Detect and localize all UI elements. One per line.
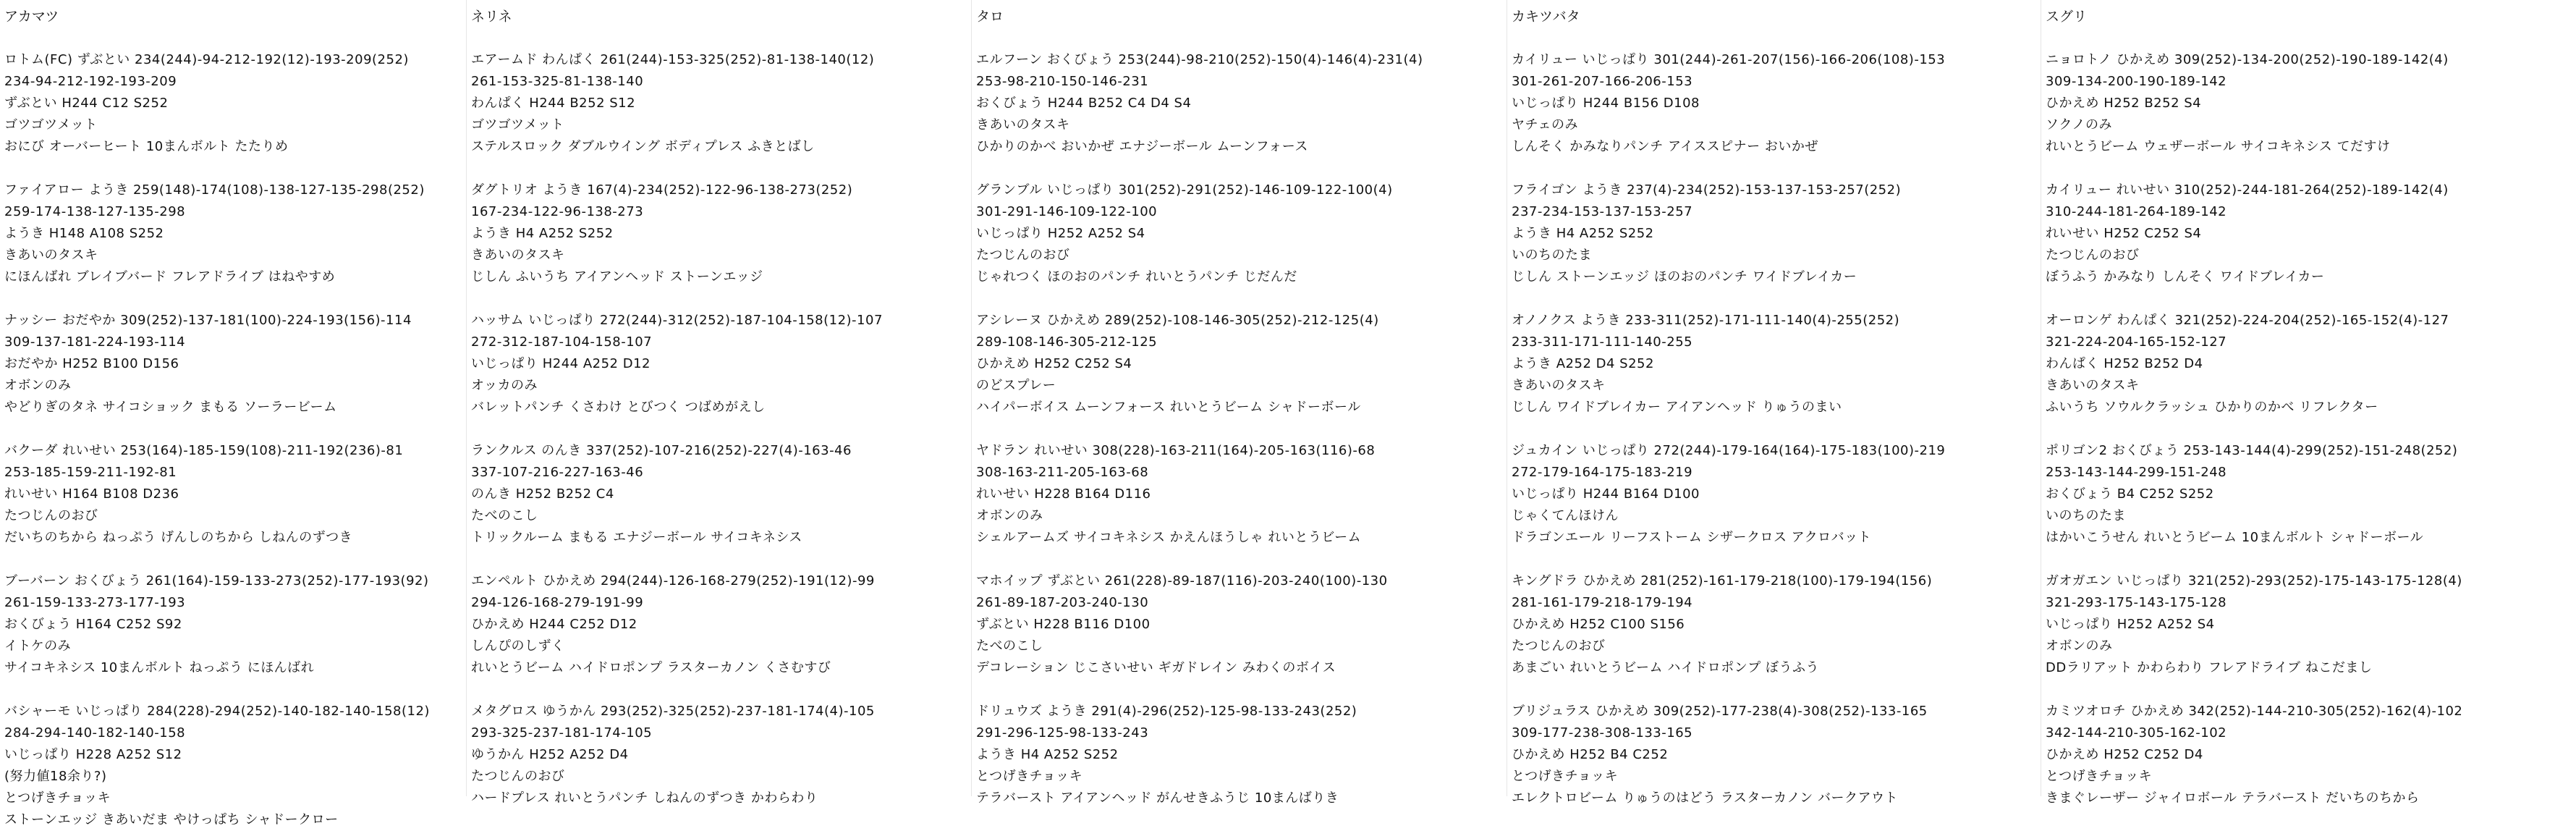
entry-line: しんそく かみなりパンチ アイススピナー おいかぜ xyxy=(1512,139,1818,154)
pokemon-stats-line: ジュカイン いじっぱり 272(244)-179-164(164)-175-183(100)-219 xyxy=(1512,443,1946,458)
entry-line: オボンのみ xyxy=(2046,638,2113,654)
entry-line: きあいのタスキ xyxy=(976,117,1070,132)
entry-line: のどスプレー xyxy=(976,378,1056,393)
entry-line: ひかりのかべ おいかぜ エナジーボール ムーンフォース xyxy=(976,139,1308,154)
entry-line: 261-153-325-81-138-140 xyxy=(471,74,644,89)
entry-line: いじっぱり H244 A252 D12 xyxy=(471,356,651,371)
entry-line: 301-291-146-109-122-100 xyxy=(976,204,1158,219)
pokemon-stats-line: カミツオロチ ひかえめ 342(252)-144-210-305(252)-162(4)-102 xyxy=(2046,704,2463,719)
entry-line: おだやか H252 B100 D156 xyxy=(4,356,179,371)
trainer-name: アカマツ xyxy=(4,9,59,25)
pokemon-entry xyxy=(471,701,971,809)
entry-line: きあいのタスキ xyxy=(471,248,565,263)
trainer-name: タロ xyxy=(976,9,1004,25)
entry-line: ゴツゴツメット xyxy=(471,117,564,132)
entry-line: のんき H252 B252 C4 xyxy=(471,486,614,502)
pokemon-entry xyxy=(471,49,971,158)
column-akamatsu xyxy=(0,0,466,827)
entry-line: 321-293-175-143-175-128 xyxy=(2046,595,2227,610)
pokemon-entry xyxy=(1512,440,2041,549)
entry-line: いじっぱり H252 A252 S4 xyxy=(976,226,1145,241)
pokemon-stats-line: バシャーモ いじっぱり 284(228)-294(252)-140-182-140-158(12) xyxy=(4,704,430,719)
entry-line: ようき H148 A108 S252 xyxy=(4,226,164,241)
pokemon-entry xyxy=(4,701,466,831)
pokemon-stats-line: アシレーヌ ひかえめ 289(252)-108-146-305(252)-212-125(4) xyxy=(976,313,1379,328)
pokemon-entry xyxy=(976,310,1507,418)
entry-line: ぼうふう かみなり しんそく ワイドブレイカー xyxy=(2046,269,2325,284)
pokemon-entry xyxy=(1512,570,2041,679)
entry-line: いじっぱり H228 A252 S12 xyxy=(4,747,182,762)
entry-line: ゆうかん H252 A252 D4 xyxy=(471,747,629,762)
pokemon-stats-line: ヤドラン れいせい 308(228)-163-211(164)-205-163(116)-68 xyxy=(976,443,1376,458)
pokemon-stats-line: マホイップ ずぶとい 261(228)-89-187(116)-203-240(100)-130 xyxy=(976,573,1388,589)
entry-line: ひかえめ H252 C252 S4 xyxy=(976,356,1132,371)
entry-line: とつげきチョッキ xyxy=(4,790,111,806)
pokemon-entry xyxy=(2046,180,2576,288)
pokemon-entry xyxy=(471,180,971,288)
entry-line: 253-143-144-299-151-248 xyxy=(2046,465,2227,480)
pokemon-stats-line: ニョロトノ ひかえめ 309(252)-134-200(252)-190-189-142(4) xyxy=(2046,52,2449,67)
entry-line: きまぐレーザー ジャイロボール テラバースト だいちのちから xyxy=(2046,790,2420,806)
entry-line: おくびょう H244 B252 C4 D4 S4 xyxy=(976,96,1192,111)
pokemon-entry xyxy=(2046,49,2576,158)
entry-line: たつじんのおび xyxy=(1512,638,1606,654)
entry-line: いのちのたま xyxy=(2046,508,2126,523)
entry-line: ようき H4 A252 S252 xyxy=(471,226,614,241)
entry-line: オボンのみ xyxy=(4,378,72,393)
pokemon-stats-line: エルフーン おくびょう 253(244)-98-210(252)-150(4)-146(4)-231(4) xyxy=(976,52,1423,67)
entry-line: ようき H4 A252 S252 xyxy=(1512,226,1654,241)
pokemon-stats-line: ダグトリオ ようき 167(4)-234(252)-122-96-138-273(252) xyxy=(471,182,853,198)
column-suguri xyxy=(2041,0,2576,806)
pokemon-entry xyxy=(2046,440,2576,549)
spacer xyxy=(976,28,1507,49)
entry-line: 321-224-204-165-152-127 xyxy=(2046,334,2227,350)
pokemon-stats-line: ブーバーン おくびょう 261(164)-159-133-273(252)-177-193(92) xyxy=(4,573,429,589)
entry-line: 253-98-210-150-146-231 xyxy=(976,74,1149,89)
pokemon-entry xyxy=(4,180,466,288)
pokemon-entry xyxy=(2046,701,2576,809)
pokemon-stats-line: ポリゴン2 おくびょう 253-143-144(4)-299(252)-151-248(252) xyxy=(2046,443,2458,458)
entry-line: 284-294-140-182-140-158 xyxy=(4,725,186,741)
entry-line: ひかえめ H252 C100 S156 xyxy=(1512,617,1685,632)
entry-line: ずぶとい H244 C12 S252 xyxy=(4,96,169,111)
entry-line: (努力値18余り?) xyxy=(4,769,107,784)
entry-line: とつげきチョッキ xyxy=(1512,769,1619,784)
entry-line: オッカのみ xyxy=(471,378,538,393)
entry-line: ひかえめ H252 C252 D4 xyxy=(2046,747,2203,762)
entry-line: わんぱく H252 B252 D4 xyxy=(2046,356,2203,371)
entry-line: じしん ワイドブレイカー アイアンヘッド りゅうのまい xyxy=(1512,400,1842,415)
entry-line: 337-107-216-227-163-46 xyxy=(471,465,644,480)
pokemon-entry xyxy=(1512,310,2041,418)
entry-line: ゴツゴツメット xyxy=(4,117,98,132)
entry-line: 309-177-238-308-133-165 xyxy=(1512,725,1693,741)
pokemon-stats-line: エアームド わんぱく 261(244)-153-325(252)-81-138-140(12) xyxy=(471,52,875,67)
entry-line: 294-126-168-279-191-99 xyxy=(471,595,644,610)
entry-line: おくびょう B4 C252 S252 xyxy=(2046,486,2214,502)
pokemon-stats-line: ナッシー おだやか 309(252)-137-181(100)-224-193(156)-114 xyxy=(4,313,412,328)
pokemon-stats-line: カイリュー れいせい 310(252)-244-181-264(252)-189-142(4) xyxy=(2046,182,2449,198)
pokemon-stats-line: オーロンゲ わんぱく 321(252)-224-204(252)-165-152(4)-127 xyxy=(2046,313,2449,328)
pokemon-entry xyxy=(976,570,1507,679)
pokemon-stats-line: メタグロス ゆうかん 293(252)-325(252)-237-181-174(4)-105 xyxy=(471,704,875,719)
pokemon-entry xyxy=(976,49,1507,158)
entry-line: オボンのみ xyxy=(976,508,1043,523)
entry-line: ハードプレス れいとうパンチ しねんのずつき かわらわり xyxy=(471,790,818,806)
entry-line: だいちのちから ねっぷう げんしのちから しねんのずつき xyxy=(4,530,353,545)
entry-line: ストーンエッジ きあいだま やけっぱち シャドークロー xyxy=(4,812,339,827)
pokemon-stats-line: キングドラ ひかえめ 281(252)-161-179-218(100)-179-194(156) xyxy=(1512,573,1933,589)
trainer-name: スグリ xyxy=(2046,9,2088,25)
entry-line: ようき H4 A252 S252 xyxy=(976,747,1119,762)
pokemon-entry xyxy=(976,440,1507,549)
pokemon-stats-line: ランクルス のんき 337(252)-107-216(252)-227(4)-163-46 xyxy=(471,443,852,458)
entry-line: 261-159-133-273-177-193 xyxy=(4,595,186,610)
entry-line: ひかえめ H252 B252 S4 xyxy=(2046,96,2202,111)
entry-line: いのちのたま xyxy=(1512,248,1592,263)
entry-line: 293-325-237-181-174-105 xyxy=(471,725,653,741)
pokemon-entry xyxy=(1512,180,2041,288)
pokemon-entry xyxy=(471,570,971,679)
entry-line: 309-137-181-224-193-114 xyxy=(4,334,186,350)
entry-line: しんぴのしずく xyxy=(471,638,565,654)
pokemon-entry xyxy=(4,570,466,679)
entry-line: 291-296-125-98-133-243 xyxy=(976,725,1149,741)
column-taro xyxy=(971,0,1507,806)
entry-line: 237-234-153-137-153-257 xyxy=(1512,204,1693,219)
pokemon-stats-line: ブリジュラス ひかえめ 309(252)-177-238(4)-308(252)-133-165 xyxy=(1512,704,1928,719)
pokemon-stats-line: フライゴン ようき 237(4)-234(252)-153-137-153-257(252) xyxy=(1512,182,1902,198)
entry-line: ソクノのみ xyxy=(2046,117,2112,132)
pokemon-entry xyxy=(2046,310,2576,418)
entry-line: れいせい H252 C252 S4 xyxy=(2046,226,2202,241)
entry-line: にほんばれ ブレイブバード フレアドライブ はねやすめ xyxy=(4,269,336,284)
entry-line: おにび オーバーヒート 10まんボルト たたりめ xyxy=(4,139,289,154)
entry-line: 259-174-138-127-135-298 xyxy=(4,204,186,219)
entry-line: たつじんのおび xyxy=(976,248,1070,263)
entry-line: サイコキネシス 10まんボルト ねっぷう にほんばれ xyxy=(4,660,315,675)
entry-line: ふいうち ソウルクラッシュ ひかりのかべ リフレクター xyxy=(2046,400,2378,415)
pokemon-entry xyxy=(471,440,971,549)
entry-line: たつじんのおび xyxy=(4,508,98,523)
entry-line: じゃれつく ほのおのパンチ れいとうパンチ じだんだ xyxy=(976,269,1297,284)
pokemon-entry xyxy=(471,310,971,418)
pokemon-stats-line: ドリュウズ ようき 291(4)-296(252)-125-98-133-243(252) xyxy=(976,704,1357,719)
entry-line: 310-244-181-264-189-142 xyxy=(2046,204,2227,219)
pokemon-stats-line: エンペルト ひかえめ 294(244)-126-168-279(252)-191(12)-99 xyxy=(471,573,875,589)
entry-line: 309-134-200-190-189-142 xyxy=(2046,74,2227,89)
entry-line: きあいのタスキ xyxy=(2046,378,2140,393)
entry-line: ハイパーボイス ムーンフォース れいとうビーム シャドーボール xyxy=(976,400,1361,415)
entry-line: 234-94-212-192-193-209 xyxy=(4,74,177,89)
entry-line: デコレーション じこさいせい ギガドレイン みわくのボイス xyxy=(976,660,1336,675)
spacer xyxy=(4,28,466,49)
entry-line: はかいこうせん れいとうビーム 10まんボルト シャドーボール xyxy=(2046,530,2424,545)
entry-line: きあいのタスキ xyxy=(1512,378,1606,393)
pokemon-entry xyxy=(1512,49,2041,158)
pokemon-stats-line: ハッサム いじっぱり 272(244)-312(252)-187-104-158(12)-107 xyxy=(471,313,883,328)
entry-line: やどりぎのタネ サイコショック まもる ソーラービーム xyxy=(4,400,337,415)
entry-line: エレクトロビーム りゅうのはどう ラスターカノン バークアウト xyxy=(1512,790,1898,806)
entry-line: あまごい れいとうビーム ハイドロポンプ ぼうふう xyxy=(1512,660,1819,675)
entry-line: ステルスロック ダブルウイング ボディプレス ふきとばし xyxy=(471,139,815,154)
pokemon-entry xyxy=(4,49,466,158)
pokemon-entry xyxy=(4,310,466,418)
entry-line: 289-108-146-305-212-125 xyxy=(976,334,1158,350)
column-kakitsubata xyxy=(1507,0,2041,806)
entry-line: シェルアームズ サイコキネシス かえんほうしゃ れいとうビーム xyxy=(976,530,1362,545)
entry-line: DDラリアット かわらわり フレアドライブ ねこだまし xyxy=(2046,660,2373,675)
entry-line: 342-144-210-305-162-102 xyxy=(2046,725,2227,741)
entry-line: とつげきチョッキ xyxy=(976,769,1083,784)
entry-line: たべのこし xyxy=(976,638,1043,654)
trainer-name: ネリネ xyxy=(471,9,512,25)
pokemon-stats-line: オノノクス ようき 233-311(252)-171-111-140(4)-255(252) xyxy=(1512,313,1900,328)
entry-line: いじっぱり H252 A252 S4 xyxy=(2046,617,2215,632)
entry-line: きあいのタスキ xyxy=(4,248,98,263)
entry-line: ヤチェのみ xyxy=(1512,117,1578,132)
spacer xyxy=(2046,28,2576,49)
entry-line: トリックルーム まもる エナジーボール サイコキネシス xyxy=(471,530,802,545)
pokemon-entry xyxy=(2046,570,2576,679)
pokemon-stats-line: ガオガエン いじっぱり 321(252)-293(252)-175-143-175-128(4) xyxy=(2046,573,2462,589)
pokemon-stats-line: カイリュー いじっぱり 301(244)-261-207(156)-166-206(108)-153 xyxy=(1512,52,1946,67)
entry-line: いじっぱり H244 B164 D100 xyxy=(1512,486,1700,502)
pokemon-entry xyxy=(4,440,466,549)
entry-line: れいせい H164 B108 D236 xyxy=(4,486,179,502)
entry-line: 233-311-171-111-140-255 xyxy=(1512,334,1693,350)
pokemon-entry xyxy=(976,701,1507,809)
entry-line: イトケのみ xyxy=(4,638,72,654)
entry-line: わんぱく H244 B252 S12 xyxy=(471,96,636,111)
entry-line: テラバースト アイアンヘッド がんせきふうじ 10まんばりき xyxy=(976,790,1339,806)
entry-line: 301-261-207-166-206-153 xyxy=(1512,74,1693,89)
entry-line: ひかえめ H244 C252 D12 xyxy=(471,617,637,632)
entry-line: 167-234-122-96-138-273 xyxy=(471,204,644,219)
entry-line: れいとうビーム ハイドロポンプ ラスターカノン くさむすび xyxy=(471,660,831,675)
entry-line: じしん ふいうち アイアンヘッド ストーンエッジ xyxy=(471,269,763,284)
entry-line: たつじんのおび xyxy=(2046,248,2140,263)
entry-line: れいとうビーム ウェザーボール サイコキネシス てだすけ xyxy=(2046,139,2391,154)
entry-line: ドラゴンエール リーフストーム シザークロス アクロバット xyxy=(1512,530,1872,545)
spacer xyxy=(1512,28,2041,49)
spacer xyxy=(471,28,971,49)
entry-line: じしん ストーンエッジ ほのおのパンチ ワイドブレイカー xyxy=(1512,269,1857,284)
entry-line: 272-179-164-175-183-219 xyxy=(1512,465,1693,480)
entry-line: じゃくてんほけん xyxy=(1512,508,1619,523)
trainer-name: カキツバタ xyxy=(1512,9,1580,25)
entry-line: 272-312-187-104-158-107 xyxy=(471,334,653,350)
entry-line: 308-163-211-205-163-68 xyxy=(976,465,1149,480)
pokemon-entry xyxy=(976,180,1507,288)
entry-line: ずぶとい H228 B116 D100 xyxy=(976,617,1151,632)
entry-line: ようき A252 D4 S252 xyxy=(1512,356,1654,371)
entry-line: バレットパンチ くさわけ とびつく つばめがえし xyxy=(471,400,766,415)
pokemon-stats-line: グランブル いじっぱり 301(252)-291(252)-146-109-122-100(4) xyxy=(976,182,1393,198)
pokemon-stats-line: バクーダ れいせい 253(164)-185-159(108)-211-192(236)-81 xyxy=(4,443,404,458)
entry-line: たつじんのおび xyxy=(471,769,565,784)
entry-line: とつげきチョッキ xyxy=(2046,769,2153,784)
entry-line: 281-161-179-218-179-194 xyxy=(1512,595,1693,610)
entry-line: たべのこし xyxy=(471,508,538,523)
column-nerine xyxy=(466,0,971,806)
entry-line: おくびょう H164 C252 S92 xyxy=(4,617,182,632)
pokemon-stats-line: ファイアロー ようき 259(148)-174(108)-138-127-135-298(252) xyxy=(4,182,425,198)
entry-line: 253-185-159-211-192-81 xyxy=(4,465,177,480)
pokemon-entry xyxy=(1512,701,2041,809)
entry-line: れいせい H228 B164 D116 xyxy=(976,486,1151,502)
entry-line: 261-89-187-203-240-130 xyxy=(976,595,1149,610)
entry-line: いじっぱり H244 B156 D108 xyxy=(1512,96,1700,111)
entry-line: ひかえめ H252 B4 C252 xyxy=(1512,747,1669,762)
pokemon-stats-line: ロトム(FC) ずぶとい 234(244)-94-212-192(12)-193-209(252) xyxy=(4,52,409,67)
